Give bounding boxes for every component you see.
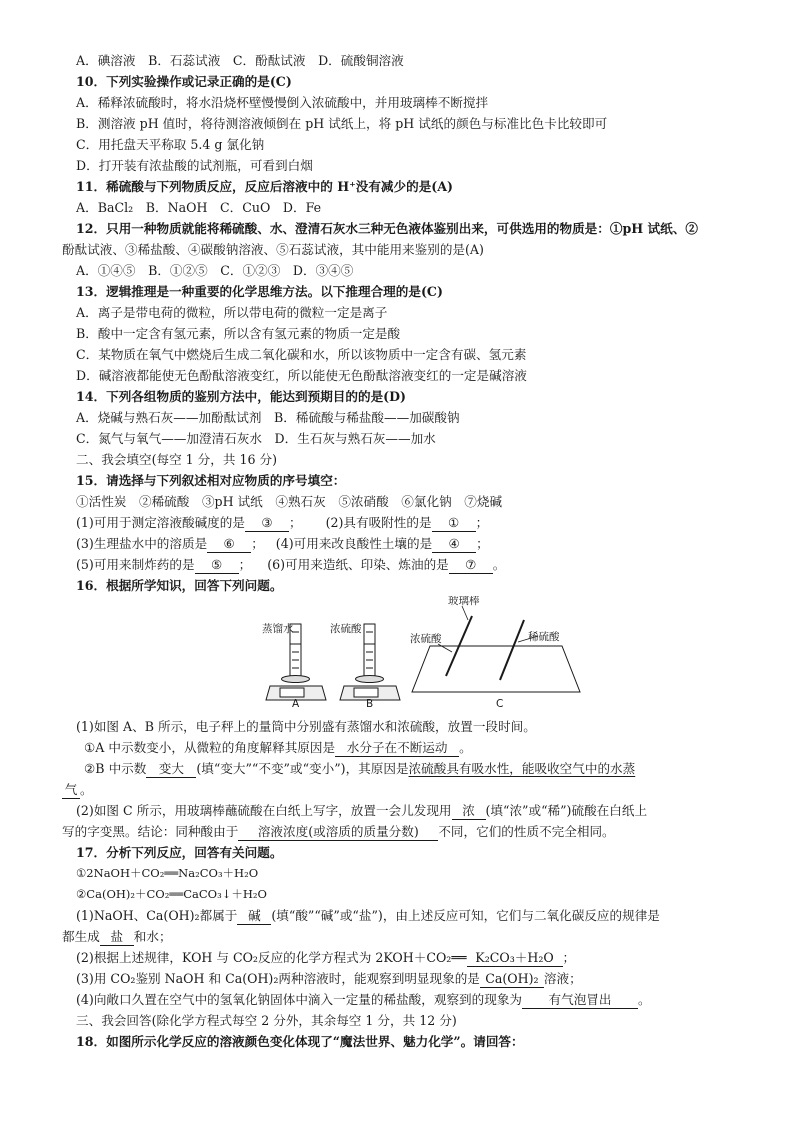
q10-stem: 10．下列实验操作或记录正确的是(C) bbox=[76, 74, 292, 89]
q15-p3-text: (3)生理盐水中的溶质是 bbox=[76, 536, 208, 551]
q17-part1-line2 bbox=[62, 926, 762, 947]
q14-options-cd: C．氮气与氧气——加澄清石灰水 D．生石灰与熟石灰——加水 bbox=[76, 431, 436, 446]
q17-p1-answer: 碱 bbox=[237, 908, 271, 925]
q17-p1-l2-post: 和水； bbox=[133, 929, 172, 944]
q16-sub2-text: ②B 中示数 bbox=[84, 761, 147, 776]
q15-p4-answer: ④ bbox=[432, 536, 476, 553]
q15-p5-text: (5)可用来制炸药的是 bbox=[76, 557, 195, 572]
q10-option-c: C．用托盘天平称取 5.4 g 氯化钠 bbox=[76, 137, 265, 152]
q13-option-a: A．离子是带电荷的微粒，所以带电荷的微粒一定是离子 bbox=[76, 305, 388, 320]
q16-figure bbox=[262, 596, 582, 708]
q10-option-d: D．打开装有浓盐酸的试剂瓶，可看到白烟 bbox=[76, 158, 313, 173]
figure-caption-a: A bbox=[292, 698, 300, 708]
q9-options: A．碘溶液 B．石蕊试液 C．酚酞试液 D．硫酸铜溶液 bbox=[76, 53, 404, 68]
figure-a-balance bbox=[266, 624, 326, 700]
q16-sub1-text: ①A 中示数变小，从微粒的角度解释其原因是 bbox=[84, 740, 336, 755]
figure-caption-b: B bbox=[366, 698, 374, 708]
q15-p1-answer: ③ bbox=[245, 515, 289, 532]
q17-p1-text: (1)NaOH、Ca(OH)₂都属于 bbox=[76, 908, 238, 923]
section-2-heading: 二、我会填空(每空 1 分，共 16 分) bbox=[76, 452, 278, 467]
q16-p2-text: (2)如图 C 所示，用玻璃棒蘸硫酸在白纸上写字，放置一会儿发现用 bbox=[76, 803, 452, 818]
q16-p2-answer1: 浓 bbox=[452, 803, 486, 820]
q16-p2-line2-text: 写的字变黑。结论：同种酸由于 bbox=[62, 824, 239, 839]
q11-stem: 11．稀硫酸与下列物质反应，反应后溶液中的 H⁺没有减少的是(A) bbox=[76, 179, 453, 194]
q17-equation-1: ①2NaOH＋CO₂══Na₂CO₃＋H₂O bbox=[76, 866, 259, 880]
q16-sub2-answer2-end: 气 bbox=[62, 782, 80, 799]
q16-sub2-answer1: 变大 bbox=[146, 761, 196, 778]
q17-part2: (2)根据上述规律，KOH 与 CO₂反应的化学方程式为 2KOH＋CO₂══ K₂CO₃＋H₂O ； bbox=[76, 950, 576, 965]
q17-stem: 17．分析下列反应，回答有关问题。 bbox=[76, 845, 283, 860]
q17-part4: (4)向敞口久置在空气中的氢氧化钠固体中滴入一定量的稀盐酸，观察到的现象为 有气泡冒出 。 bbox=[76, 992, 651, 1007]
q16-sub2 bbox=[76, 758, 776, 779]
q16-sub1: ①A 中示数变小，从微粒的角度解释其原因是 水分子在不断运动 。 bbox=[84, 740, 472, 755]
figure-caption-c: C bbox=[496, 698, 504, 708]
q13-option-c: C．某物质在氧气中燃烧后生成二氧化碳和水，所以该物质中一定含有碳、氢元素 bbox=[76, 347, 527, 362]
q16-p2-mid: (填“浓”或“稀”)硫酸在白纸上 bbox=[485, 803, 648, 818]
q16-sub1-answer: 水分子在不断运动 bbox=[335, 740, 459, 757]
figure-label-c-conc: 浓硫酸 bbox=[410, 633, 442, 645]
q13-option-d: D．碱溶液都能使无色酚酞溶液变红，所以能使无色酚酞溶液变红的一定是碱溶液 bbox=[76, 368, 527, 383]
q15-p6-text: (6)可用来造纸、印染、炼油的是 bbox=[267, 557, 449, 572]
q10-option-b: B．测溶液 pH 值时，将待测溶液倾倒在 pH 试纸上，将 pH 试纸的颜色与标准比色卡比较即可 bbox=[76, 116, 608, 131]
q17-p3-post: 溶液； bbox=[543, 971, 582, 986]
figure-label-rod: 玻璃棒 bbox=[448, 596, 480, 607]
q15-p2-text: (2)具有吸附性的是 bbox=[325, 515, 432, 530]
figure-c-paper bbox=[412, 606, 580, 692]
q17-p3-answer: Ca(OH)₂ bbox=[480, 971, 544, 988]
q17-p1-post: (填“酸”“碱”或“盐”)，由上述反应可知，它们与二氧化碳反应的规律是 bbox=[271, 908, 660, 923]
q16-sub2-cont: 气 。 bbox=[62, 779, 762, 800]
q12-stem-line1: 12．只用一种物质就能将稀硫酸、水、澄清石灰水三种无色液体鉴别出来，可供选用的物质是：①pH 试纸、② bbox=[76, 221, 698, 236]
q17-p4-answer: 有气泡冒出 bbox=[522, 992, 638, 1009]
q16-part2-line2 bbox=[62, 821, 762, 842]
q17-part1-line1 bbox=[76, 905, 776, 926]
q15-p3-answer: ⑥ bbox=[207, 536, 251, 553]
q15-choices: ①活性炭 ②稀硫酸 ③pH 试纸 ④熟石灰 ⑤浓硝酸 ⑥氯化钠 ⑦烧碱 bbox=[76, 494, 503, 509]
section-3-heading: 三、我会回答(除化学方程式每空 2 分外，其余每空 1 分，共 12 分) bbox=[76, 1013, 457, 1028]
q17-equation-2: ②Ca(OH)₂＋CO₂══CaCO₃↓＋H₂O bbox=[76, 887, 267, 901]
q12-stem-line2: 酚酞试液、③稀盐酸、④碳酸钠溶液、⑤石蕊试液，其中能用来鉴别的是(A) bbox=[62, 242, 484, 257]
q16-sub2-mid: (填“变大”“不变”或“变小”)，其原因是 bbox=[196, 761, 409, 776]
q17-p1-l2-text: 都生成 bbox=[62, 929, 100, 944]
q17-p4-text: (4)向敞口久置在空气中的氢氧化钠固体中滴入一定量的稀盐酸，观察到的现象为 bbox=[76, 992, 523, 1007]
q15-line-2: (3)生理盐水中的溶质是 ⑥ ； (4)可用来改良酸性土壤的是 ④ ； bbox=[76, 536, 489, 551]
q17-p2-text: (2)根据上述规律，KOH 与 CO₂反应的化学方程式为 2KOH＋CO₂══ bbox=[76, 950, 467, 965]
figure-label-water: 蒸馏水 bbox=[262, 623, 294, 635]
q11-options: A．BaCl₂ B．NaOH C．CuO D．Fe bbox=[76, 200, 322, 215]
q15-p2-answer: ① bbox=[432, 515, 476, 532]
q17-p3-text: (3)用 CO₂鉴别 NaOH 和 Ca(OH)₂两种溶液时，能观察到明显现象的是 bbox=[76, 971, 480, 986]
q15-p4-text: (4)可用来改良酸性土壤的是 bbox=[275, 536, 433, 551]
q16-part2-line1 bbox=[76, 800, 776, 821]
q13-stem: 13．逻辑推理是一种重要的化学思维方法。以下推理合理的是(C) bbox=[76, 284, 443, 299]
q16-p2-line2-post: 不同，它们的性质不完全相同。 bbox=[438, 824, 615, 839]
q15-line-3: (5)可用来制炸药的是 ⑤ ； (6)可用来造纸、印染、炼油的是 ⑦ 。 bbox=[76, 557, 506, 572]
q16-p2-answer2: 溶液浓度(或溶质的质量分数) bbox=[238, 824, 438, 841]
q15-stem: 15．请选择与下列叙述相对应物质的序号填空： bbox=[76, 473, 346, 488]
q17-p2-answer: K₂CO₃＋H₂O bbox=[467, 950, 563, 967]
q15-line-1: (1)可用于测定溶液酸碱度的是 ③ ； (2)具有吸附性的是 ① ； bbox=[76, 515, 489, 530]
q17-p1-l2-answer: 盐 bbox=[100, 929, 134, 946]
q16-sub2-answer2: 浓硫酸具有吸水性，能吸收空气中的水蒸 bbox=[408, 761, 636, 776]
q16-stem: 16．根据所学知识，回答下列问题。 bbox=[76, 578, 283, 593]
q13-option-b: B．酸中一定含有氢元素，所以含有氢元素的物质一定是酸 bbox=[76, 326, 401, 341]
q18-stem: 18．如图所示化学反应的溶液颜色变化体现了“魔法世界、魅力化学”。请回答： bbox=[76, 1034, 524, 1049]
figure-b-balance bbox=[340, 624, 400, 700]
q10-option-a: A．稀释浓硫酸时，将水沿烧杯壁慢慢倒入浓硫酸中，并用玻璃棒不断搅拌 bbox=[76, 95, 489, 110]
q14-stem: 14．下列各组物质的鉴别方法中，能达到预期目的的是(D) bbox=[76, 389, 407, 404]
figure-label-c-dil: 稀硫酸 bbox=[528, 631, 560, 643]
figure-label-conc-acid: 浓硫酸 bbox=[330, 623, 362, 635]
q15-p1-text: (1)可用于测定溶液酸碱度的是 bbox=[76, 515, 245, 530]
q15-p6-answer: ⑦ bbox=[449, 557, 493, 574]
q15-p5-answer: ⑤ bbox=[195, 557, 239, 574]
q16-part1: (1)如图 A、B 所示，电子秤上的量筒中分别盛有蒸馏水和浓硫酸，放置一段时间。 bbox=[76, 719, 536, 734]
q12-options: A．①④⑤ B．①②⑤ C．①②③ D．③④⑤ bbox=[76, 263, 354, 278]
q17-part3 bbox=[76, 968, 776, 989]
q14-options-ab: A．烧碱与熟石灰——加酚酞试剂 B．稀硫酸与稀盐酸——加碳酸钠 bbox=[76, 410, 460, 425]
